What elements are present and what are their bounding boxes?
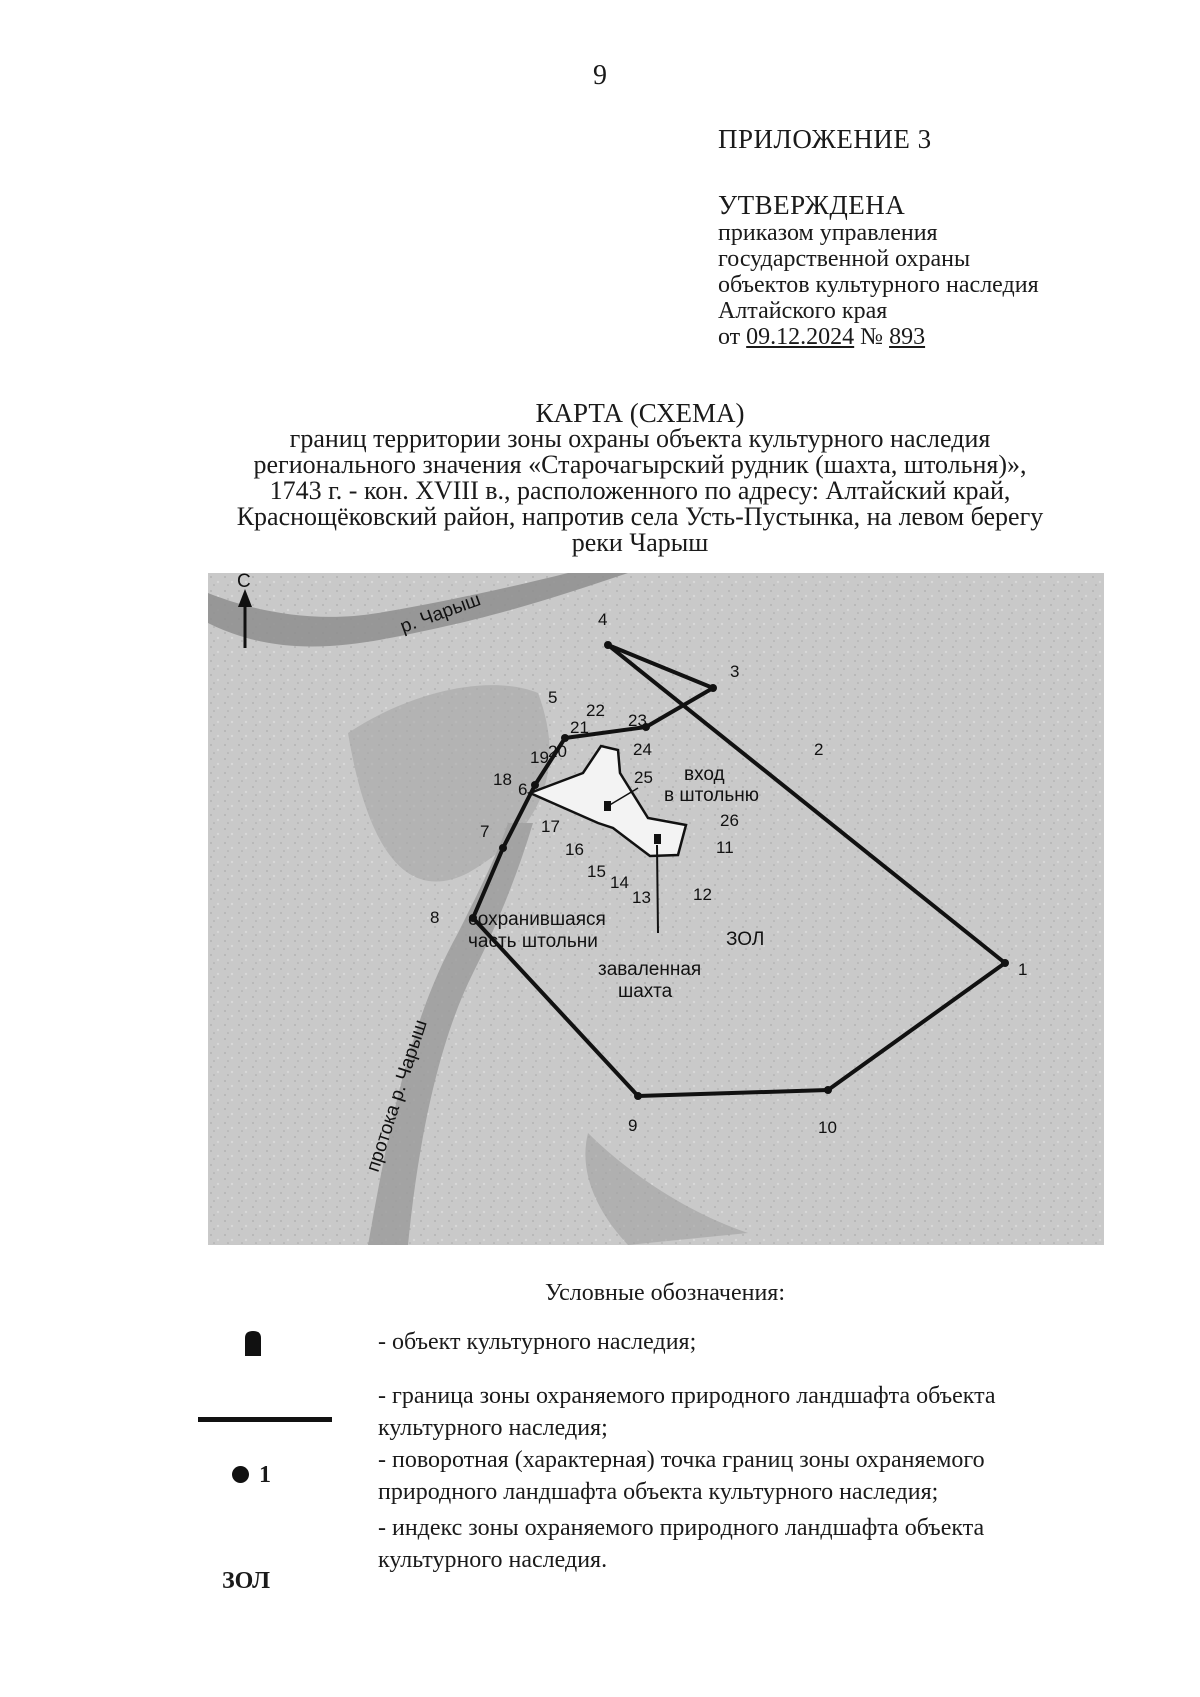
point-number: 2: [814, 740, 824, 759]
legend-boundary-text: [378, 1380, 1118, 1444]
map-background: [208, 573, 1104, 1245]
turning-point: [604, 641, 612, 649]
title-line: границ территории зоны охраны объекта культурного наследия: [289, 424, 991, 453]
title-line: Краснощёковский район, напротив села Усть-Пустынка, на левом берегу: [236, 502, 1044, 531]
point-number: 10: [818, 1118, 837, 1137]
point-number: 23: [628, 711, 647, 730]
legend-boundary-line-icon: [198, 1417, 332, 1422]
point-number: 16: [565, 840, 584, 859]
boundary-map: [208, 573, 1104, 1245]
preserved-adit-label: сохранившаяся: [468, 909, 606, 930]
legend-point-text: [378, 1444, 1118, 1508]
point-number: 18: [493, 770, 512, 789]
north-label: С: [237, 573, 251, 592]
title-line: 1743 г. - кон. XVIII в., расположенного по адресу: Алтайский край,: [269, 476, 1011, 505]
map-svg: [208, 573, 1104, 1245]
approval-line: приказом управления: [718, 220, 938, 246]
point-number: 25: [634, 768, 653, 787]
legend-index-line2: культурного наследия.: [378, 1547, 608, 1573]
shaft-marker: [654, 834, 661, 844]
point-number: 21: [570, 718, 589, 737]
legend-point-line2: природного ландшафта объекта культурного наследия;: [378, 1479, 939, 1505]
turning-point: [634, 1092, 642, 1100]
point-number: 13: [632, 888, 651, 907]
legend-point-line1: - поворотная (характерная) точка границ зоны охраняемого: [378, 1447, 985, 1473]
point-number: 26: [720, 811, 739, 830]
title-line: регионального значения «Старочагырский рудник (шахта, штольня)»,: [253, 450, 1027, 479]
collapsed-shaft-label: заваленная: [598, 959, 702, 980]
approval-line: государственной охраны: [718, 246, 971, 272]
document-title: [170, 400, 1110, 556]
point-number: 4: [598, 610, 608, 629]
legend-point-number: 1: [259, 1462, 271, 1488]
legend-zone-symbol: ЗОЛ: [222, 1568, 271, 1594]
object-marker-icon: [242, 1330, 264, 1356]
point-number: 11: [716, 838, 734, 857]
point-number: 5: [548, 688, 558, 707]
point-number: 9: [628, 1116, 638, 1135]
turning-point: [561, 734, 569, 742]
point-dot-icon: [232, 1466, 249, 1483]
legend-boundary-line2: культурного наследия;: [378, 1415, 608, 1441]
legend-object-icon: [242, 1330, 264, 1361]
approval-prefix: от: [718, 324, 741, 350]
title-line: реки Чарыш: [571, 528, 709, 557]
approval-number: 893: [889, 324, 926, 350]
legend-index-text: [378, 1512, 1118, 1576]
point-number: 15: [587, 862, 606, 881]
legend-object-text: - объект культурного наследия;: [378, 1329, 697, 1355]
legend-point-symbol: [232, 1462, 271, 1489]
turning-point: [1001, 959, 1009, 967]
legend-boundary-line1: - граница зоны охраняемого природного ландшафта объекта: [378, 1383, 996, 1409]
legend-index-line1: - индекс зоны охраняемого природного ландшафта объекта: [378, 1515, 985, 1541]
point-number: 8: [430, 908, 440, 927]
title-heading: КАРТА (СХЕМА): [535, 398, 745, 428]
point-number: 1: [1018, 960, 1028, 979]
zone-index-label: ЗОЛ: [726, 929, 765, 950]
approval-date: 09.12.2024: [746, 324, 855, 350]
point-number: 22: [586, 701, 605, 720]
appendix-label: ПРИЛОЖЕНИЕ 3: [718, 124, 932, 154]
entrance-label: в штольню: [664, 785, 759, 806]
turning-point: [824, 1086, 832, 1094]
approval-date-line: [718, 324, 1039, 350]
point-number: 12: [693, 885, 712, 904]
point-number: 19: [530, 748, 549, 767]
preserved-adit-label: часть штольни: [468, 931, 598, 952]
point-number: 24: [633, 740, 652, 759]
page-number: 9: [593, 60, 607, 91]
approval-block: [718, 190, 1039, 350]
channel-label: протока р. Чарыш: [362, 1017, 432, 1175]
collapsed-shaft-label: шахта: [618, 981, 673, 1002]
turning-point: [499, 844, 507, 852]
turning-point: [531, 781, 539, 789]
approval-number-sign: №: [860, 324, 884, 350]
shaft-pointer: [657, 845, 658, 933]
approval-heading: УТВЕРЖДЕНА: [718, 190, 906, 220]
approval-line: Алтайского края: [718, 298, 888, 324]
point-number: 7: [480, 822, 490, 841]
adit-entrance-marker: [604, 801, 611, 811]
approval-line: объектов культурного наследия: [718, 272, 1039, 298]
legend-title: Условные обозначения:: [544, 1280, 786, 1306]
river-label: р. Чарыш: [397, 589, 484, 638]
point-number: 20: [548, 742, 567, 761]
entrance-label: вход: [684, 764, 725, 785]
turning-point: [709, 684, 717, 692]
point-number: 14: [610, 873, 629, 892]
point-number: 6: [518, 780, 528, 799]
point-number: 3: [730, 662, 740, 681]
point-number: 17: [541, 817, 560, 836]
